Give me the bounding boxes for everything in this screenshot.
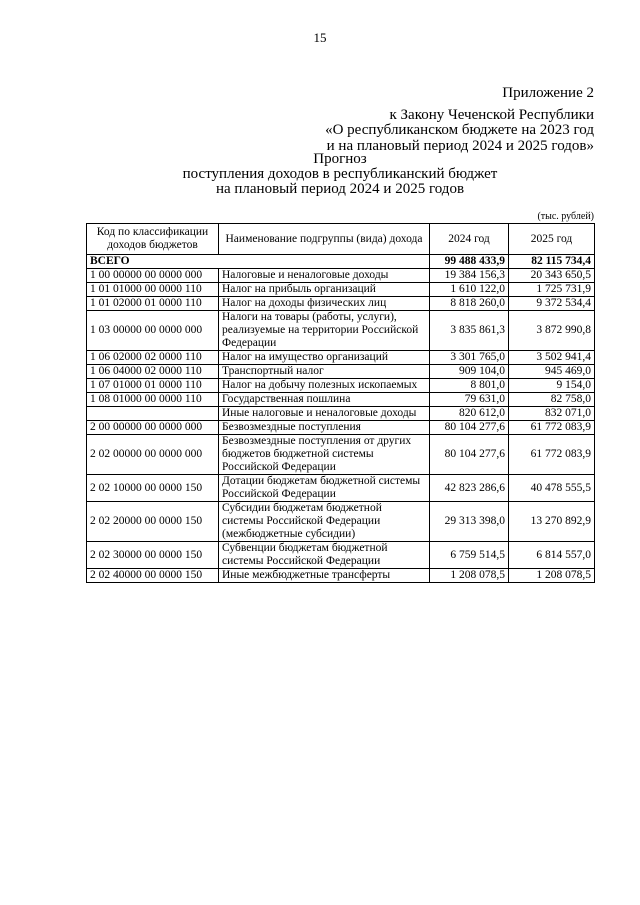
row-name: Субвенции бюджетам бюджетной системы Российской Федерации <box>219 542 430 569</box>
table-row <box>87 283 595 297</box>
row-code: 1 07 01000 01 0000 110 <box>87 379 219 393</box>
row-name: Транспортный налог <box>219 365 430 379</box>
heading-line-2: поступления доходов в республиканский бюджет <box>182 166 498 182</box>
row-value-2025: 61 772 083,9 <box>509 421 595 435</box>
row-value-2025: 832 071,0 <box>509 407 595 421</box>
table-row <box>87 542 595 569</box>
table-row <box>87 393 595 407</box>
row-value-2025: 13 270 892,9 <box>509 502 595 542</box>
row-code: 2 02 10000 00 0000 150 <box>87 475 219 502</box>
row-value-2025: 945 469,0 <box>509 365 595 379</box>
row-name: Налог на доходы физических лиц <box>219 297 430 311</box>
header-year-2025: 2025 год <box>509 224 595 255</box>
row-value-2024: 80 104 277,6 <box>430 435 509 475</box>
row-name: Налог на имущество организаций <box>219 351 430 365</box>
row-code: 1 08 01000 00 0000 110 <box>87 393 219 407</box>
table-row <box>87 407 595 421</box>
row-value-2025: 40 478 555,5 <box>509 475 595 502</box>
row-value-2024: 820 612,0 <box>430 407 509 421</box>
row-name: Безвозмездные поступления <box>219 421 430 435</box>
table-row <box>87 421 595 435</box>
row-code <box>87 407 219 421</box>
row-value-2024: 8 818 260,0 <box>430 297 509 311</box>
row-name: Дотации бюджетам бюджетной системы Российской Федерации <box>219 475 430 502</box>
heading-line-1: Прогноз <box>313 151 367 167</box>
row-code: 1 01 01000 00 0000 110 <box>87 283 219 297</box>
appendix-line-2: «О республиканском бюджете на 2023 год <box>325 122 594 138</box>
row-value-2025: 9 372 534,4 <box>509 297 595 311</box>
row-code: 2 02 40000 00 0000 150 <box>87 569 219 583</box>
row-code: 1 06 04000 02 0000 110 <box>87 365 219 379</box>
row-value-2025: 1 725 731,9 <box>509 283 595 297</box>
row-code: 2 02 20000 00 0000 150 <box>87 502 219 542</box>
row-value-2025: 82 758,0 <box>509 393 595 407</box>
row-value-2025: 3 872 990,8 <box>509 311 595 351</box>
table-row <box>87 435 595 475</box>
row-name: Налог на добычу полезных ископаемых <box>219 379 430 393</box>
table-row <box>87 569 595 583</box>
row-value-2024: 8 801,0 <box>430 379 509 393</box>
row-code: 2 02 30000 00 0000 150 <box>87 542 219 569</box>
row-code: 2 02 00000 00 0000 000 <box>87 435 219 475</box>
row-value-2024: 3 301 765,0 <box>430 351 509 365</box>
appendix-line-1: к Закону Чеченской Республики <box>389 106 594 123</box>
table-row <box>87 311 595 351</box>
row-value-2024: 29 313 398,0 <box>430 502 509 542</box>
total-row <box>87 255 595 269</box>
row-name: Налог на прибыль организаций <box>219 283 430 297</box>
row-name: Иные межбюджетные трансферты <box>219 569 430 583</box>
header-code: Код по классификации доходов бюджетов <box>87 224 219 255</box>
row-name: Иные налоговые и неналоговые доходы <box>219 407 430 421</box>
header-name: Наименование подгруппы (вида) дохода <box>219 224 430 255</box>
row-code: 1 01 02000 01 0000 110 <box>87 297 219 311</box>
row-value-2025: 61 772 083,9 <box>509 435 595 475</box>
table-row <box>87 351 595 365</box>
header-year-2024: 2024 год <box>430 224 509 255</box>
row-value-2024: 19 384 156,3 <box>430 269 509 283</box>
total-label: ВСЕГО <box>87 255 430 269</box>
table-row <box>87 379 595 393</box>
appendix-title: Приложение 2 <box>502 85 594 101</box>
row-value-2024: 1 208 078,5 <box>430 569 509 583</box>
row-value-2024: 6 759 514,5 <box>430 542 509 569</box>
appendix-line-3: и на плановый период 2024 и 2025 годов» <box>326 137 594 154</box>
table-row <box>87 269 595 283</box>
document-heading <box>40 152 640 197</box>
row-value-2024: 1 610 122,0 <box>430 283 509 297</box>
row-code: 1 00 00000 00 0000 000 <box>87 269 219 283</box>
row-value-2025: 9 154,0 <box>509 379 595 393</box>
row-value-2024: 909 104,0 <box>430 365 509 379</box>
units-label: (тыс. рублей) <box>537 211 594 222</box>
total-2024: 99 488 433,9 <box>430 255 509 269</box>
row-code: 1 03 00000 00 0000 000 <box>87 311 219 351</box>
row-name: Государственная пошлина <box>219 393 430 407</box>
row-value-2024: 80 104 277,6 <box>430 421 509 435</box>
total-2025: 82 115 734,4 <box>509 255 595 269</box>
table-row <box>87 475 595 502</box>
table-row <box>87 502 595 542</box>
row-name: Налоги на товары (работы, услуги), реализуемые на территории Российской Федерации <box>219 311 430 351</box>
table-row <box>87 297 595 311</box>
row-name: Налоговые и неналоговые доходы <box>219 269 430 283</box>
table-header-row <box>87 224 595 255</box>
row-name: Субсидии бюджетам бюджетной системы Российской Федерации (межбюджетные субсидии) <box>219 502 430 542</box>
row-value-2025: 6 814 557,0 <box>509 542 595 569</box>
table-row <box>87 365 595 379</box>
appendix-block <box>325 86 594 154</box>
row-value-2024: 79 631,0 <box>430 393 509 407</box>
row-code: 2 00 00000 00 0000 000 <box>87 421 219 435</box>
revenue-forecast-table <box>86 223 595 583</box>
page-number: 15 <box>313 30 327 45</box>
row-code: 1 06 02000 02 0000 110 <box>87 351 219 365</box>
row-value-2024: 3 835 861,3 <box>430 311 509 351</box>
row-value-2025: 1 208 078,5 <box>509 569 595 583</box>
row-value-2025: 20 343 650,5 <box>509 269 595 283</box>
heading-line-3: на плановый период 2024 и 2025 годов <box>215 181 465 197</box>
row-value-2025: 3 502 941,4 <box>509 351 595 365</box>
row-value-2024: 42 823 286,6 <box>430 475 509 502</box>
row-name: Безвозмездные поступления от других бюджетов бюджетной системы Российской Федерации <box>219 435 430 475</box>
